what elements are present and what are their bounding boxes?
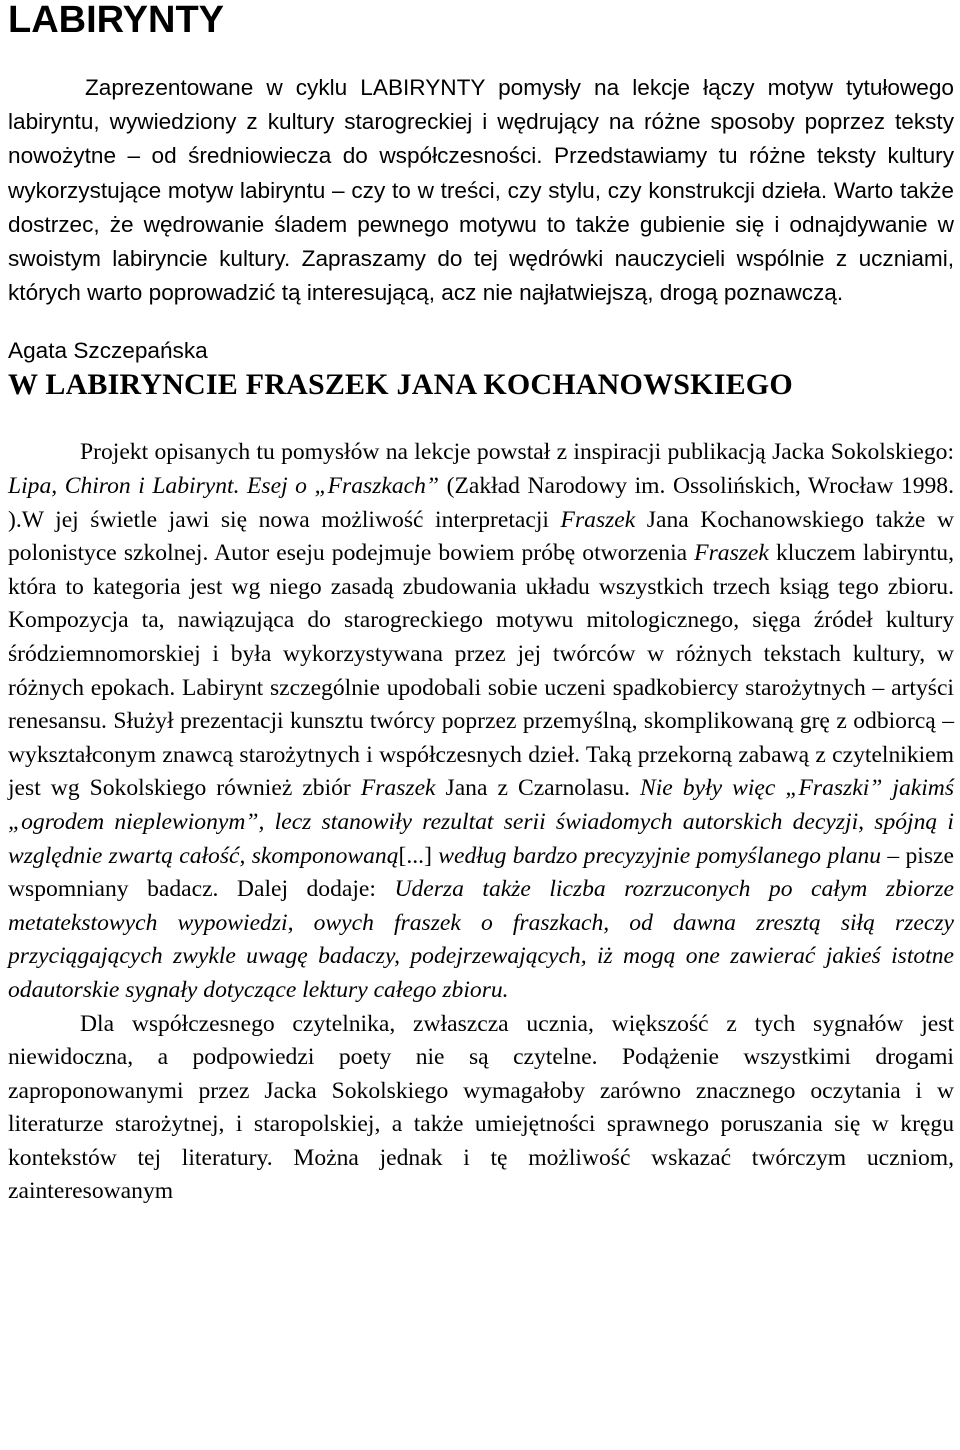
p1-text: Kompozycja ta, nawiązująca do starogreckiego motywu mitologicznego, sięga źródeł kultury śródziemnomorskiej i była wykorzystywana przez jej twórców w różnych tekstach kultury, w różnych epokach. bbox=[8, 607, 954, 701]
p2-text: Podążenie wszystkimi drogami zaproponowanymi przez Jacka Sokolskiego wymagałoby zarówno znacznego oczytania i w literaturze starożytnej, i staropolskiej, a także umiejętności sprawnego poruszania się w kręgu kontekstów tej literatury. Można jednak i tę możliwość wskazać twórczym uczniom, zainteresowanym bbox=[8, 1044, 954, 1205]
p1-book-title: Lipa, Chiron i Labirynt. Esej o „Fraszkach” bbox=[8, 473, 440, 500]
p1-text: Służył prezentacji kunsztu twórcy poprzez przemyślną, skomplikowaną grę z odbiorcą – wykształconym znawcą starożytnych i współczesnych dzieł. bbox=[8, 708, 954, 768]
p1-text: Projekt opisanych tu pomysłów na lekcje powstał z inspiracji publikacją Jacka Sokolskiego: bbox=[80, 439, 954, 466]
document-title: LABIRYNTY bbox=[8, 0, 225, 41]
p1-quote: Nie były więc „Fraszki” jakimś „ogrodem nieplewionym”, lecz stanowiły rezultat serii świadomych autorskich decyzji, spójną i względnie zwartą całość, skomponowaną bbox=[8, 775, 954, 869]
p2-text: Dla współczesnego czytelnika, zwłaszcza ucznia, większość z tych sygnałów jest niewidoczna, a podpowiedzi poety nie są czytelne. bbox=[8, 1010, 954, 1071]
p1-text: kluczem labiryntu, która to kategoria jest wg niego zasadą zbudowania układu wszystkich trzech ksiąg tego zbioru. bbox=[8, 540, 954, 600]
p1-fraszek-title: Fraszek bbox=[560, 506, 636, 533]
p1-text: Jana Kochanowskiego także w polonistyce szkolnej. bbox=[8, 506, 954, 567]
p1-text: – pisze wspomniany badacz. Dalej dodaje: bbox=[8, 842, 954, 903]
p1-text: Taką przekorną zabawą z czytelnikiem jest wg Sokolskiego również zbiór bbox=[8, 741, 954, 802]
p1-ellipsis: [...] bbox=[398, 842, 432, 869]
document-page bbox=[8, 0, 954, 1209]
p1-text: (Zakład Narodowy im. Ossolińskich, Wrocław 1998. ).W jej świetle jawi się nowa możliwość interpretacji bbox=[8, 473, 954, 533]
p1-quote: Uderza także liczba rozrzuconych po całym zbiorze metatekstowych wypowiedzi, owych fraszek o fraszkach, od dawna zresztą siłą rzeczy przyciągających zwykle uwagę badaczy, podejrzewających, iż mogą one zawierać jakieś istotne odautorskie sygnały dotyczące lektury całego zbioru. bbox=[8, 876, 954, 1003]
author-name: Agata Szczepańska bbox=[8, 338, 208, 364]
p1-text: Jana z Czarnolasu. bbox=[435, 775, 641, 802]
body-paragraph-1 bbox=[8, 436, 954, 1007]
p1-text: Autor eseju podejmuje bowiem próbę otworzenia bbox=[214, 540, 695, 567]
intro-paragraph: Zaprezentowane w cyklu LABIRYNTY pomysły na lekcje łączy motyw tytułowego labiryntu, wywiedziony z kultury starogreckiej i wędrujący na różne sposoby poprzez teksty nowożytne – od średniowiecza do współczesności. Przedstawiamy tu różne teksty kultury wykorzystujące motyw labiryntu – czy to w treści, czy stylu, czy konstrukcji dzieła. Warto także dostrzec, że wędrowanie śladem pewnego motywu to także gubienie się i odnajdywanie w swoistym labiryncie kultury. Zapraszamy do tej wędrówki nauczycieli wspólnie z uczniami, których warto poprowadzić tą interesującą, acz nie najłatwiejszą, drogą poznawczą. bbox=[8, 75, 954, 306]
article-subtitle: W LABIRYNCIE FRASZEK JANA KOCHANOWSKIEGO bbox=[8, 368, 793, 402]
p1-fraszek-title: Fraszek bbox=[360, 775, 436, 802]
p1-quote: według bardzo precyzyjnie pomyślanego planu bbox=[431, 842, 882, 869]
p1-fraszek-title: Fraszek bbox=[694, 540, 769, 567]
body-paragraph-2 bbox=[8, 1008, 954, 1210]
p1-text: Labirynt szczególnie upodobali sobie uczeni spadkobiercy starożytnych – artyści renesansu. bbox=[8, 674, 954, 735]
